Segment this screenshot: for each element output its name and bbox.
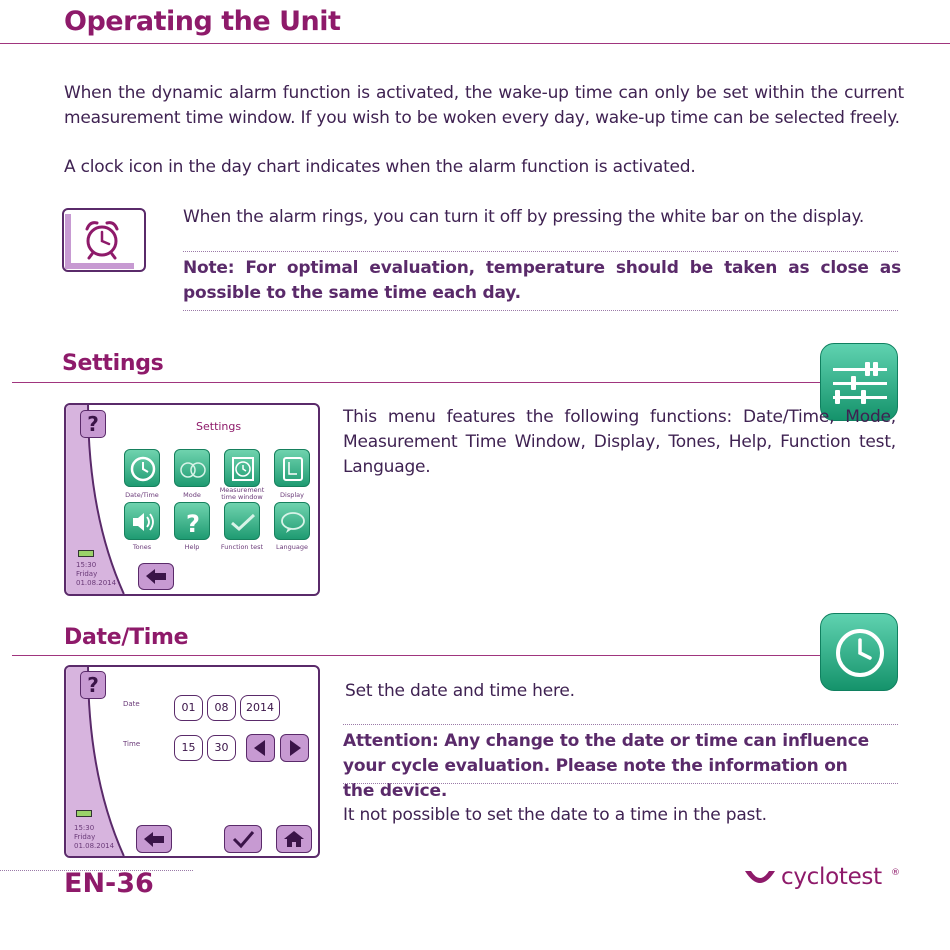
tile-tones[interactable] <box>124 502 160 540</box>
cyclotest-logo-mark <box>741 865 779 895</box>
divider <box>183 310 898 311</box>
tile-label: Date/Time <box>125 491 159 499</box>
settings-device-screen <box>64 403 320 596</box>
screen-time: 15:30 <box>74 824 95 832</box>
settings-screen-title: Settings <box>196 420 242 433</box>
time-label: Time <box>123 740 141 748</box>
tile-label: Tones <box>132 543 152 551</box>
datetime-heading: Date/Time <box>64 625 189 650</box>
tile-mode[interactable] <box>174 449 210 487</box>
screen-day: Friday <box>76 570 98 578</box>
tile-function-test[interactable] <box>224 502 260 540</box>
brand-name: cyclotest <box>781 864 882 890</box>
tile-display[interactable] <box>274 449 310 487</box>
svg-text:?: ? <box>186 510 200 538</box>
tile-language[interactable] <box>274 502 310 540</box>
year-field[interactable]: 2014 <box>240 695 280 721</box>
tile-label: Measurement time window <box>219 486 265 501</box>
back-button[interactable] <box>136 825 172 853</box>
datetime-text-2: It not possible to set the date to a time in the past. <box>343 805 767 825</box>
clock-app-icon <box>820 613 898 691</box>
attention-text: Attention: Any change to the date or time can influence your cycle evaluation. Please note the information on the device. <box>343 731 869 801</box>
divider <box>343 783 898 784</box>
screen-day: Friday <box>74 833 96 841</box>
arrow-left-button[interactable] <box>246 734 275 762</box>
title-rule <box>0 43 950 44</box>
screen-date: 01.08.2014 <box>74 842 115 850</box>
tile-date-time[interactable] <box>124 449 160 487</box>
alarm-instructions: When the alarm rings, you can turn it off by pressing the white bar on the display. <box>183 207 865 227</box>
note-text: Note: For optimal evaluation, temperature should be taken as close as possible to the same time each day. <box>183 258 901 303</box>
confirm-button[interactable] <box>224 825 262 853</box>
date-label: Date <box>123 700 140 708</box>
help-button[interactable]: ? <box>80 671 106 699</box>
help-button[interactable]: ? <box>80 410 106 438</box>
tile-label: Function test <box>220 543 264 551</box>
divider <box>343 724 898 725</box>
screen-date: 01.08.2014 <box>76 579 117 587</box>
cyclotest-logo <box>741 862 911 898</box>
settings-heading: Settings <box>62 351 164 376</box>
registered-mark: ® <box>891 868 900 878</box>
tile-label: Help <box>184 543 200 551</box>
minute-field[interactable]: 30 <box>207 735 236 761</box>
month-field[interactable]: 08 <box>207 695 236 721</box>
page-title: Operating the Unit <box>64 6 341 37</box>
battery-icon <box>76 810 92 817</box>
arrow-right-button[interactable] <box>280 734 309 762</box>
datetime-rule <box>12 655 824 656</box>
settings-description: This menu features the following functions: Date/Time, Mode, Measurement Time Window, Display, Tones, Help, Function test, Language. <box>343 407 896 477</box>
page-number: EN-36 <box>64 868 154 899</box>
datetime-device-screen <box>64 665 320 858</box>
tile-label: Language <box>275 543 309 551</box>
intro-paragraph-2: A clock icon in the day chart indicates when the alarm function is activated. <box>64 157 696 177</box>
battery-icon <box>78 550 94 557</box>
home-button[interactable] <box>276 825 312 853</box>
day-field[interactable]: 01 <box>174 695 203 721</box>
tile-label: Mode <box>183 491 201 499</box>
screen-time: 15:30 <box>76 561 97 569</box>
settings-rule <box>12 382 824 383</box>
datetime-text-1: Set the date and time here. <box>345 681 575 701</box>
hour-field[interactable]: 15 <box>174 735 203 761</box>
alarm-clock-icon <box>62 208 146 272</box>
intro-paragraph-1: When the dynamic alarm function is activated, the wake-up time can only be set within the current measurement time window. If you wish to be woken every day, wake-up time can be selected freely. <box>64 83 904 128</box>
tile-help[interactable] <box>174 502 210 540</box>
back-button[interactable] <box>138 563 174 590</box>
tile-measurement-window[interactable] <box>224 449 260 487</box>
divider <box>183 251 898 252</box>
tile-label: Display <box>280 491 304 499</box>
